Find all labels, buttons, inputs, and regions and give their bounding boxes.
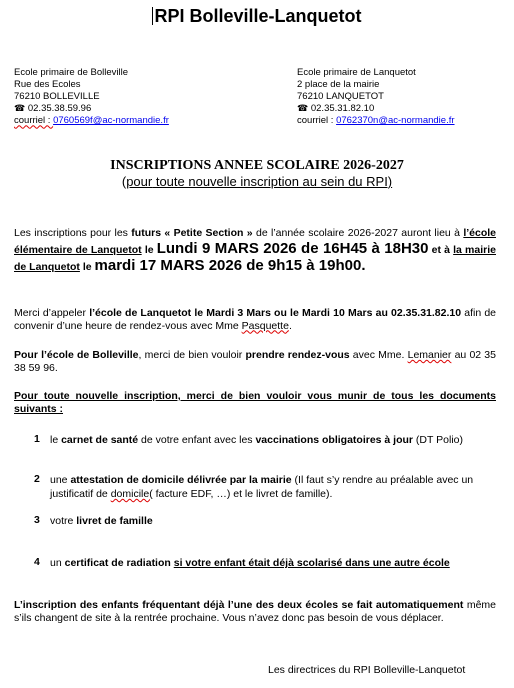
list-item: une attestation de domicile délivrée par la mairie (Il faut s’y rendre au préalable avec un justificatif de domicile( facture EDF, …) et le livret de famille).	[50, 474, 474, 500]
school-address-lanquetot: Ecole primaire de Lanquetot 2 place de la mairie 76210 LANQUETOT ☎ 02.35.31.82.10 courriel : 0762370n@ac-normandie.fr	[297, 67, 455, 127]
paragraph-bolleville: Pour l’école de Bolleville, merci de bien vouloir prendre rendez-vous avec Mme. Lemanier au 02 35 38 59 96.	[14, 349, 496, 374]
phone-icon: ☎	[297, 104, 309, 115]
list-number: 3	[34, 514, 40, 526]
list-item: votre livret de famille	[50, 515, 153, 527]
list-number: 1	[34, 433, 40, 445]
paragraph-documents-intro: Pour toute nouvelle inscription, merci de bien vouloir vous munir de tous les documents suivants :	[14, 390, 496, 415]
email-link-bolleville[interactable]: 0760569f@ac-normandie.fr	[53, 115, 169, 127]
paragraph-call-lanquetot: Merci d’appeler l’école de Lanquetot le Mardi 3 Mars ou le Mardi 10 Mars au 02.35.31.82.10 afin de convenir d’une heure de rendez-vous avec Mme Pasquette.	[14, 307, 497, 332]
inscriptions-heading: INSCRIPTIONS ANNEE SCOLAIRE 2026-2027 (pour toute nouvelle inscription au sein du RPI)	[110, 158, 404, 189]
email-link-lanquetot[interactable]: 0762370n@ac-normandie.fr	[336, 115, 455, 127]
signature: Les directrices du RPI Bolleville-Lanquetot	[268, 664, 466, 676]
paragraph-automatic: L’inscription des enfants fréquentant déjà l’une des deux écoles se fait automatiquement même s’ils changent de site à la rentrée prochaine. Vous n’avez donc pas besoin de vous déplacer.	[14, 599, 497, 624]
list-item: le carnet de santé de votre enfant avec les vaccinations obligatoires à jour (DT Polio)	[50, 434, 463, 446]
list-number: 4	[34, 556, 40, 568]
paragraph-dates: Les inscriptions pour les futurs « Petite Section » de l’année scolaire 2026-2027 auront lieu à l’école élémentaire de Lanquetot le Lundi 9 MARS 2026 de 16H45 à 18H30 et à la mairie de Lanquetot le mardi 17 MARS 2026 de 9h15 à 19h00.	[14, 227, 496, 274]
document-title: RPI Bolleville-Lanquetot	[154, 6, 362, 26]
phone-icon: ☎	[14, 104, 26, 115]
list-number: 2	[34, 473, 40, 485]
school-address-bolleville: Ecole primaire de Bolleville Rue des Ecoles 76210 BOLLEVILLE ☎ 02.35.38.59.96 courriel : 0760569f@ac-normandie.fr	[14, 67, 169, 127]
list-item: un certificat de radiation si votre enfant était déjà scolarisé dans une autre école	[50, 557, 450, 569]
